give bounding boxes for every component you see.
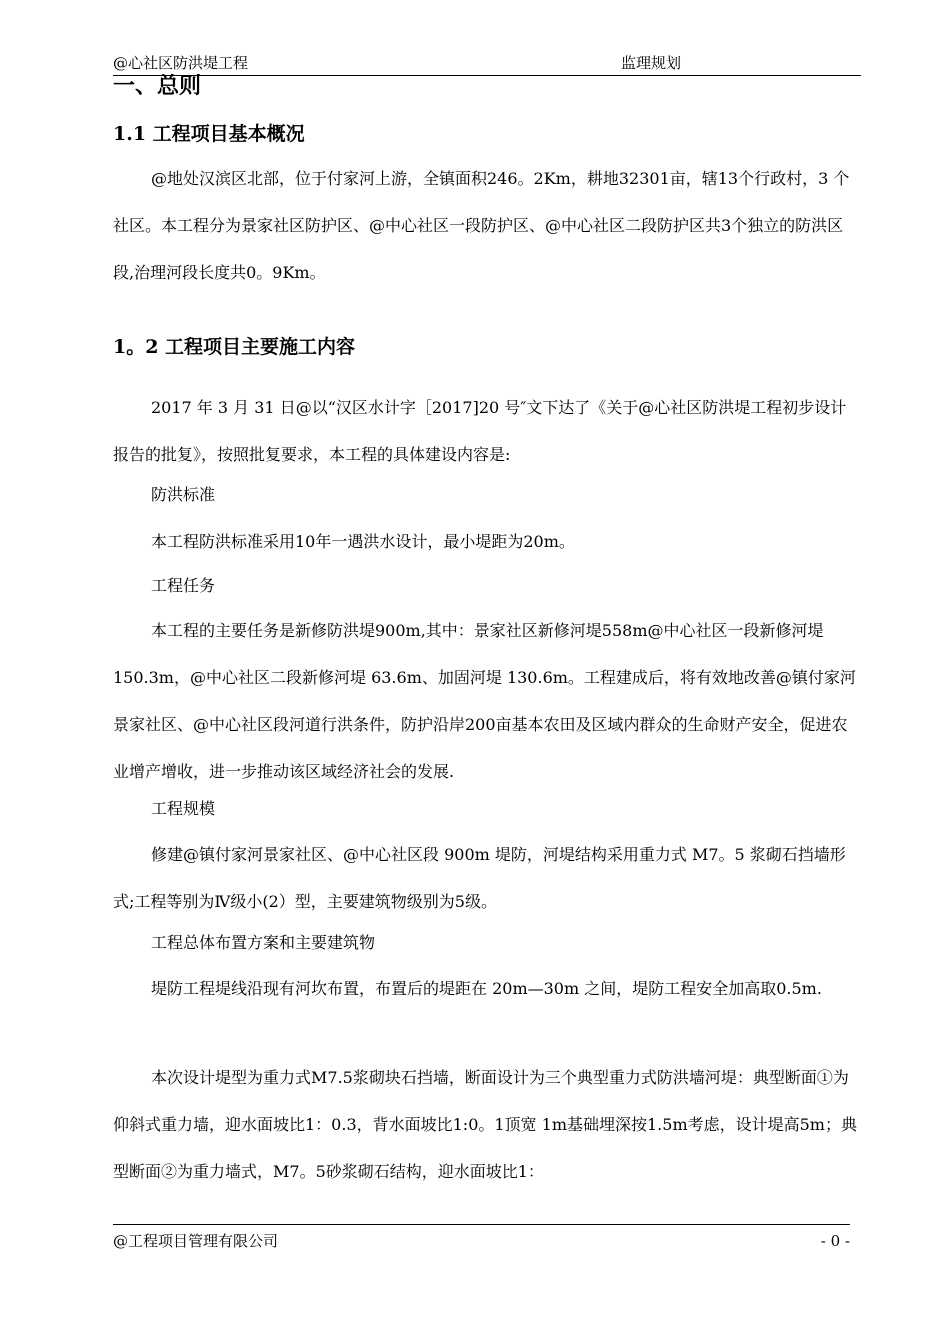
paragraph-intro: 2017 年 3 月 31 日@以“汉区水计字［2017]20 号″文下达了《关于@心社区防洪堤工程初步设计报告的批复》，按照批复要求，本工程的具体建设内容是: (113, 398, 847, 464)
section-title: 一、总则 (113, 73, 202, 99)
page-footer (113, 1224, 850, 1250)
paragraph-layout-2: 本次设计堤型为重力式M7.5浆砌块石挡墙，断面设计为三个典型重力式防洪墙河堤：典型断面①为仰斜式重力墙，迎水面坡比1：0.3，背水面坡比1:0。1顶宽 1m基础埋深按1.5m考虑，设计堤高5m；典型断面②为重力墙式，M7。5砂浆砌石结构，迎水面坡比1： (113, 1068, 857, 1181)
subsection-title-content: 1。2 工程项目主要施工内容 (113, 336, 356, 358)
header-project-name: @心社区防洪堤工程 (113, 54, 249, 72)
subsection-title-overview: 1.1 工程项目基本概况 (113, 123, 305, 145)
label-project-scale: 工程规模 (151, 799, 216, 818)
header-doc-type: 监理规划 (621, 54, 682, 72)
page-number: - 0 - (820, 1232, 850, 1250)
paragraph-project-scale: 修建@镇付家河景家社区、@中心社区段 900m 堤防，河堤结构采用重力式 M7。5 浆砌石挡墙形式;工程等别为Ⅳ级小(2）型，主要建筑物级别为5级。 (113, 845, 846, 911)
paragraph-layout-1: 堤防工程堤线沿现有河坎布置，布置后的堤距在 20m—30m 之间，堤防工程安全加高取0.5m. (151, 979, 822, 998)
label-project-task: 工程任务 (151, 576, 216, 595)
label-flood-standard: 防洪标准 (151, 485, 216, 504)
paragraph-overview: @地处汉滨区北部，位于付家河上游，全镇面积246。2Km，耕地32301亩，辖13个行政村，3 个社区。本工程分为景家社区防护区、@中心社区一段防护区、@中心社区二段防护区共3个独立的防洪区段,治理河段长度共0。9Km。 (113, 169, 850, 282)
paragraph-flood-standard: 本工程防洪标准采用10年一遇洪水设计，最小堤距为20m。 (151, 532, 575, 551)
footer-company: @工程项目管理有限公司 (113, 1232, 279, 1250)
paragraph-project-task: 本工程的主要任务是新修防洪堤900m,其中：景家社区新修河堤558m@中心社区一段新修河堤 150.3m，@中心社区二段新修河堤 63.6m、加固河堤 130.6m。工程建成后，将有效地改善@镇付家河景家社区、@中心社区段河道行洪条件，防护沿岸200亩基本农田及区域内群众的生命财产安全，促进农业增产增收，进一步推动该区域经济社会的发展. (113, 621, 856, 781)
page-header (113, 53, 861, 76)
label-project-layout: 工程总体布置方案和主要建筑物 (151, 933, 376, 952)
